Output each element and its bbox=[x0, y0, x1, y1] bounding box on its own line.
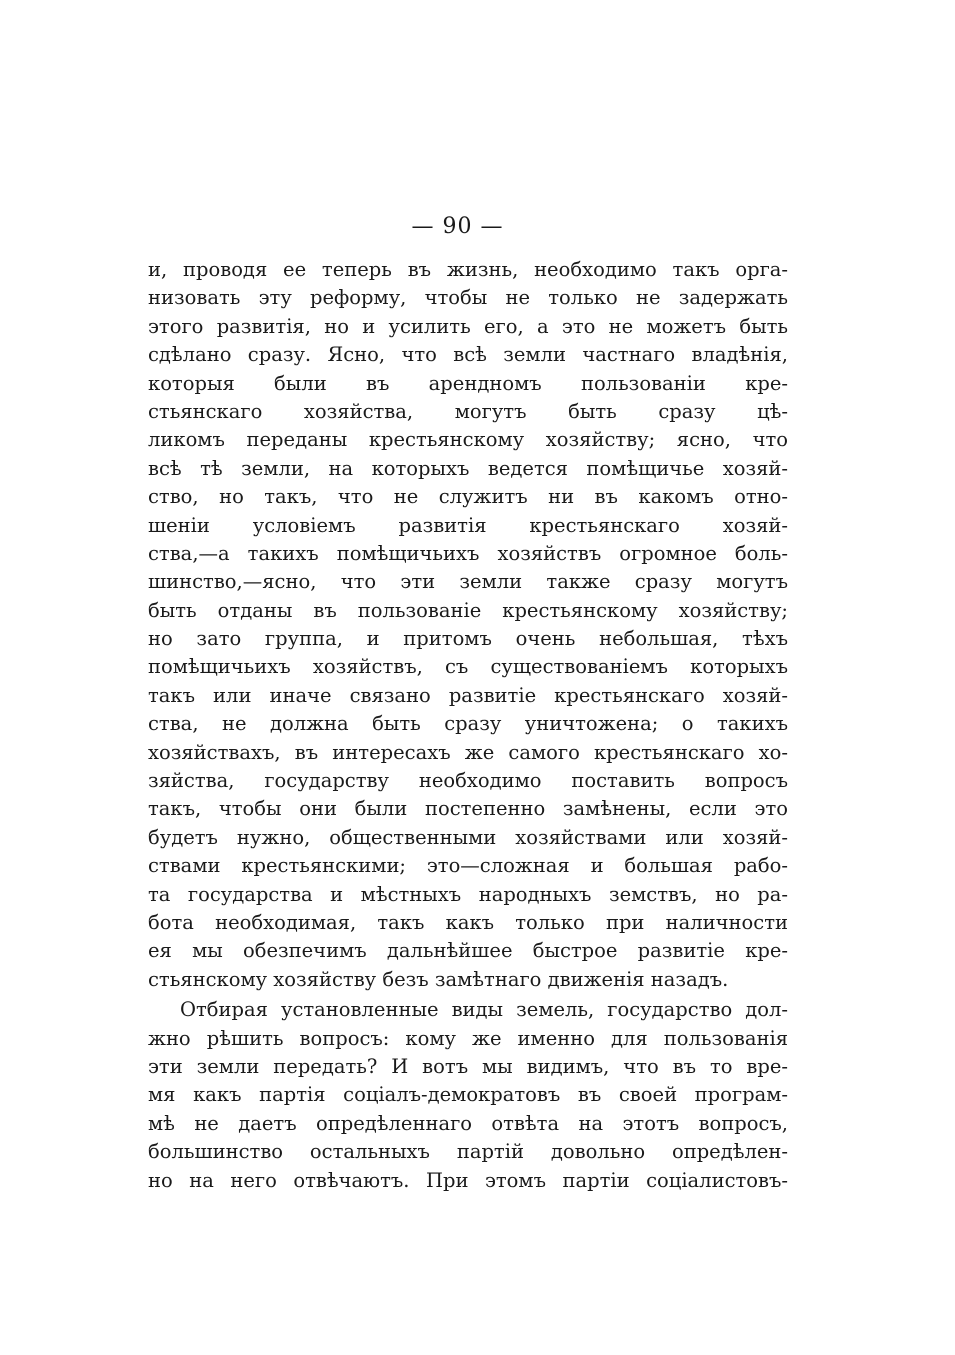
text-line: ствами крестьянскими; это—сложная и большая рабо- bbox=[148, 854, 788, 878]
text-line: помѣщичьихъ хозяйствъ, съ существованіемъ которыхъ bbox=[148, 655, 788, 679]
text-line: стьянскаго хозяйства, могутъ быть сразу цѣ- bbox=[148, 399, 788, 423]
text-line: эти земли передать? И вотъ мы видимъ, что въ то вре- bbox=[148, 1054, 788, 1078]
paragraph-1 bbox=[148, 256, 788, 994]
text-line: сдѣлано сразу. Ясно, что всѣ земли частнаго владѣнія, bbox=[148, 343, 788, 367]
text-line: мя какъ партія соціалъ-демократовъ въ своей програм- bbox=[148, 1083, 788, 1107]
text-line: стьянскому хозяйству безъ замѣтнаго движенія назадъ. bbox=[148, 967, 729, 991]
text-line: ликомъ переданы крестьянскому хозяйству; ясно, что bbox=[148, 428, 788, 452]
text-line: ство, но такъ, что не служитъ ни въ какомъ отно- bbox=[148, 485, 788, 509]
text-line: большинство остальныхъ партій довольно опредѣлен- bbox=[148, 1140, 788, 1164]
text-line: ства, не должна быть сразу уничтожена; о такихъ bbox=[148, 712, 788, 736]
text-line: быть отданы въ пользованіе крестьянскому хозяйству; bbox=[148, 598, 788, 622]
text-line: ства,—а такихъ помѣщичьихъ хозяйствъ огромное боль- bbox=[148, 541, 788, 565]
text-line: шеніи условіемъ развитія крестьянскаго хозяй- bbox=[148, 513, 788, 537]
text-line: зяйства, государству необходимо поставить вопросъ bbox=[148, 769, 788, 793]
text-line: ея мы обезпечимъ дальнѣйшее быстрое развитіе кре- bbox=[148, 939, 788, 963]
text-line: но на него отвѣчаютъ. При этомъ партіи соціалистовъ- bbox=[148, 1168, 788, 1192]
paragraph-2 bbox=[148, 996, 788, 1195]
text-line: низовать эту реформу, чтобы не только не задержать bbox=[148, 286, 788, 310]
text-line: но зато группа, и притомъ очень небольшая, тѣхъ bbox=[148, 627, 788, 651]
text-line: и, проводя ее теперь въ жизнь, необходимо такъ орга- bbox=[148, 258, 788, 281]
text-line: Отбирая установленные виды земель, государство дол- bbox=[180, 998, 788, 1022]
text-line: мѣ не даетъ опредѣленнаго отвѣта на этотъ вопросъ, bbox=[148, 1111, 788, 1135]
text-line: такъ, чтобы они были постепенно замѣнены, если это bbox=[148, 797, 788, 821]
text-line: хозяйствахъ, въ интересахъ же самого крестьянскаго хо- bbox=[148, 740, 788, 764]
page-number: — 90 — bbox=[411, 214, 504, 239]
text-line: жно рѣшить вопросъ: кому же именно для пользованія bbox=[148, 1026, 788, 1050]
text-line: всѣ тѣ земли, на которыхъ ведется помѣщичье хозяй- bbox=[148, 456, 788, 480]
text-line: будетъ нужно, общественными хозяйствами или хозяй- bbox=[148, 825, 788, 849]
text-line: которыя были въ арендномъ пользованіи кре- bbox=[148, 371, 788, 395]
text-line: бота необходимая, такъ какъ только при наличности bbox=[148, 910, 788, 934]
text-line: такъ или иначе связано развитіе крестьянскаго хозяй- bbox=[148, 683, 788, 707]
body-text bbox=[148, 256, 788, 1195]
text-line: этого развитія, но и усилить его, а это не можетъ быть bbox=[148, 314, 788, 338]
text-line: та государства и мѣстныхъ народныхъ земствъ, но ра- bbox=[148, 882, 788, 906]
text-line: шинство,—ясно, что эти земли также сразу могутъ bbox=[148, 570, 788, 594]
